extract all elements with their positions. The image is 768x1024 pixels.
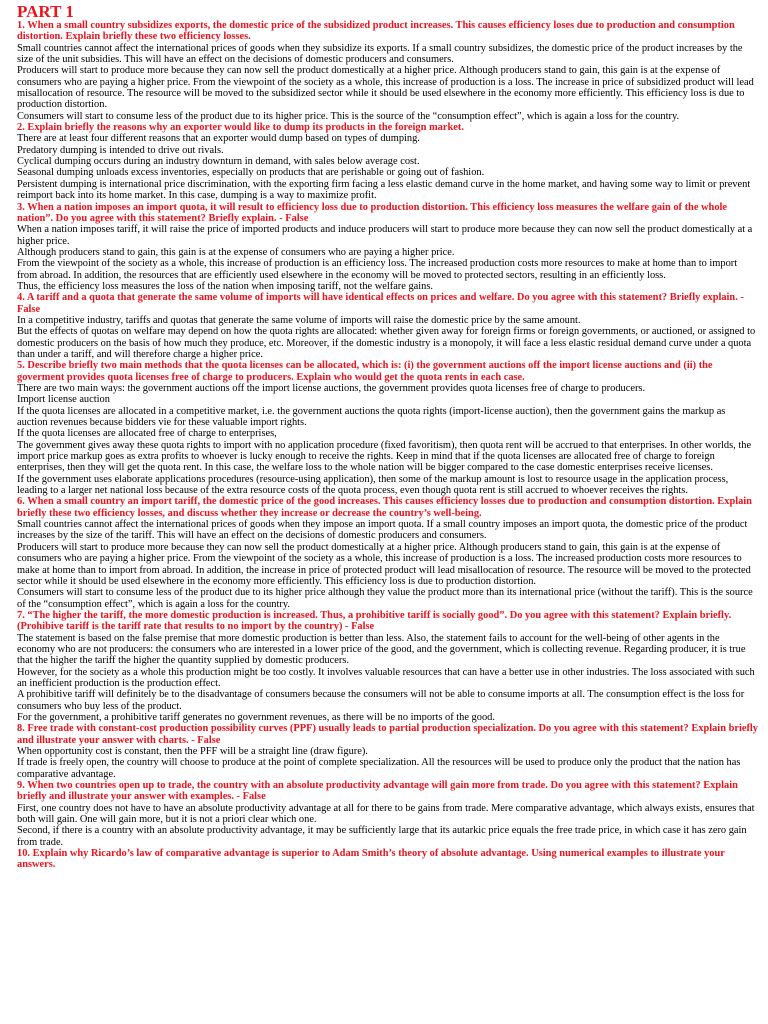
answer-paragraph: Seasonal dumping unloads excess inventories, especially on products that are perishable or going out of fashion. xyxy=(17,167,485,179)
answer-paragraph: Second, if there is a country with an absolute productivity advantage, it may be sufficiently large that its autarkic price equals the free trade price, in which case it has zero gain from trade. xyxy=(17,825,747,848)
answer-paragraph: However, for the society as a whole this production might be too costly. It involves valuable resources that can have a better use in other industries. The loss associated with such an inefficient production is the production effect. xyxy=(17,666,755,689)
answer-paragraph: In a competitive industry, tariffs and quotas that generate the same volume of imports will raise the domestic price by the same amount. xyxy=(17,314,581,326)
answer-paragraph: There are at least four different reasons that an exporter would dump based on types of dumping. xyxy=(17,133,420,145)
answer-paragraph: Persistent dumping is international price discrimination, with the exporting firm facing a less elastic demand curve in the home market, and having some way to limit or prevent reimport back into its home market. In this case, dumping is a way to maximize profit. xyxy=(17,178,751,202)
question-heading: 6. When a small country an import tariff, the domestic price of the good increases. This causes efficiency losses due to production and consumption distortion. Explain briefly these two efficiency losses, and discuss whether they increase or decrease the country’s well-being. xyxy=(17,496,752,519)
answer-paragraph: Predatory dumping is intended to drive out rivals. xyxy=(17,144,224,156)
answer-paragraph: Producers will start to produce more because they can now sell the product domestically at a higher price. Although producers stand to gain, this gain is at the expense of consumers who are paying a higher price. From the viewpoint of the society as a whole, this increase of production is a loss. The increase in price of subsidized product will lead misallocation of resource. The resource will be moved to the subsidized sector while it should be used elsewhere in the economy more efficiently. This efficiency loss is due to production distortion. xyxy=(17,65,754,111)
answer-paragraph: If the quota licenses are allocated free of charge to enterprises, xyxy=(17,428,277,440)
answer-paragraph: The government gives away these quota rights to import with no application procedure (fixed favoritism), then quota rent will be accrued to that enterprises. In other worlds, the import price markup goes as extra profits to whoever is lucky enough to receive the rights. Keep in mind that if the quota licenses are allocated free of charge to foreign enterprises, then they will get the quota rent. In this case, the welfare loss to the whole nation will be bigger compared to the case domestic enterprises receive licenses. xyxy=(17,439,752,474)
answer-paragraph: Cyclical dumping occurs during an industry downturn in demand, with sales below average cost. xyxy=(17,156,420,168)
question-heading: 3. When a nation imposes an import quota, it will result to efficiency loss due to production distortion. This efficiency loss measures the welfare gain of the whole nation”. Do you agree with this statement? Briefly explain. - False xyxy=(17,201,728,224)
question-heading: 2. Explain briefly the reasons why an exporter would like to dump its products in the foreign market. xyxy=(17,122,464,134)
answer-paragraph: Small countries cannot affect the international prices of goods when they impose an import quota. If a small country imposes an import quota, the domestic price of the product increases by the size of the tariff. This will have an effect on the decisions of domestic producers and consumers. xyxy=(17,519,748,542)
answer-paragraph: Consumers will start to consume less of the product due to its higher price. This is the source of the “consumption effect”, which is again a loss for the country. xyxy=(17,110,680,122)
question-heading: 4. A tariff and a quota that generate the same volume of imports will have identical effects on prices and welfare. Do you agree with this statement? Briefly explain. - False xyxy=(17,292,744,315)
question-heading: 10. Explain why Ricardo’s law of comparative advantage is superior to Adam Smith’s theory of absolute advantage. Using numerical examples to illustrate your answers. xyxy=(17,848,725,871)
answer-paragraph: Although producers stand to gain, this gain is at the expense of consumers who are paying a higher price. xyxy=(17,246,455,258)
answer-paragraph: Producers will start to produce more because they can now sell the product domestically at a higher price. Although producers stand to gain, this gain is at the expense of consumers who are paying a higher price. From the viewpoint of the society as a whole, this increase of production is a loss. The increased production costs more resources to make at home than to import from abroad. In addition, the increase in price of protected product will lead misallocation of resource. The resource will be moved to the protected sector while it should be used elsewhere in the economy more efficiently. This efficiency loss is due to production distortion. xyxy=(17,541,751,587)
question-heading: 9. When two countries open up to trade, the country with an absolute productivity advantage will gain more from trade. Do you agree with this statement? Explain briefly and illustrate your answer with examples. - False xyxy=(17,780,738,803)
answer-paragraph: The statement is based on the false premise that more domestic production is better than less. Also, the statement fails to account for the well-being of other agents in the economy who are not producers: the consumers who are interested in a lower price of the good, and the government, which is collecting revenue. Regarding producer, it is true that the higher the tariff the higher the quantity supplied by domestic producers. xyxy=(17,632,746,667)
answer-paragraph: Small countries cannot affect the international prices of goods when they subsidize its exports. If a small country subsidizes, the domestic price of the product increases by the size of the unit subsidies. This will have an effect on the decisions of domestic producers and consumers. xyxy=(17,42,743,66)
answer-paragraph: But the effects of quotas on welfare may depend on how the quota rights are allocated: whether given away for foreign firms or foreign governments, or auctioned, or assigned to domestic producers on the basis of how much they produce, etc. Moreover, if the domestic industry is a monopoly, it will face a less elastic residual demand curve under a quota than under a tariff, and will therefore charge a higher price. xyxy=(17,326,756,360)
answer-paragraph: If trade is freely open, the country will choose to produce at the point of complete specialization. All the resources will be used to produce only the product that the nation has comparative advantage. xyxy=(17,757,741,780)
answer-paragraph: If the government uses elaborate applications procedures (resource-using application), then some of the markup amount is lost to resource usage in the application process, leading to a larger net national loss because of the extra resource costs of the quota process, even though quota rent is still accrued to whoever receives the rights. xyxy=(17,473,729,497)
answer-paragraph: First, one country does not have to have an absolute productivity advantage at all for there to be gains from trade. Mere comparative advantage, which always exists, ensures that both will gain. One will gain more, but it is not a priori clear which one. xyxy=(17,802,755,826)
question-heading: 8. Free trade with constant-cost production possibility curves (PPF) usually leads to partial production specialization. Do you agree with this statement? Explain briefly and illustrate your answer with charts. - False xyxy=(17,723,758,746)
page-title: PART 1 xyxy=(17,2,74,21)
answer-paragraph: Import license auction xyxy=(17,394,110,406)
answer-paragraph: When a nation imposes tariff, it will raise the price of imported products and induce producers will start to produce more because they can now sell the product domestically at a higher price. xyxy=(17,224,753,247)
answer-paragraph: If the quota licenses are allocated in a competitive market, i.e. the government auctions the quota rights (import-license auction), then the government gains the markup as auction revenues because bidders vie for these valuable import rights. xyxy=(17,405,726,429)
answer-paragraph: Thus, the efficiency loss measures the loss of the nation when imposing tariff, not the welfare gains. xyxy=(17,280,434,292)
answer-paragraph: For the government, a prohibitive tariff generates no government revenues, as there will be no imports of the good. xyxy=(17,711,495,723)
answer-paragraph: There are two main ways: the government auctions off the import license auctions, the government provides quota licenses free of charge to producers. xyxy=(17,383,646,394)
answer-paragraph: When opportunity cost is constant, then the PFF will be a straight line (draw figure). xyxy=(17,746,368,757)
answer-paragraph: From the viewpoint of the society as a whole, this increase of production is an efficiency loss. The increased production costs more resources to make at home than to import from abroad. In addition, the resources that are efficiently used elsewhere in the economy will be moved to protected sectors, resulting in an efficiently loss. xyxy=(17,258,738,281)
question-heading: 5. Describe briefly two main methods that the quota licenses can be allocated, which is: (i) the government auctions off the import license auctions and (ii) the goverment provides quota licenses free of charge to producers. Explain who would get the quota rents in each case. xyxy=(17,360,713,383)
answer-paragraph: A prohibitive tariff will definitely be to the disadvantage of consumers because the consumers will not be able to consume imports at all. The consumption effect is the loss for consumers who buy less of the product. xyxy=(17,689,745,712)
question-heading: 7. “The higher the tariff, the more domestic production is increased. Thus, a prohibitive tariff is socially good”. Do you agree with this statement? Explain briefly. (Prohibive tariff is the tariff rate that results to no import by the country) - False xyxy=(17,609,732,633)
question-heading: 1. When a small country subsidizes exports, the domestic price of the subsidized product increases. This causes efficiency loses due to production and consumption distortion. Explain briefly these two efficiency losses. xyxy=(17,20,735,43)
answer-paragraph: Consumers will start to consume less of the product due to its higher price although they value the product more than its international price (without the tariff). This is the source of the “consumption effect”, which is again a loss for the country. xyxy=(17,587,753,610)
document-body xyxy=(17,20,758,871)
